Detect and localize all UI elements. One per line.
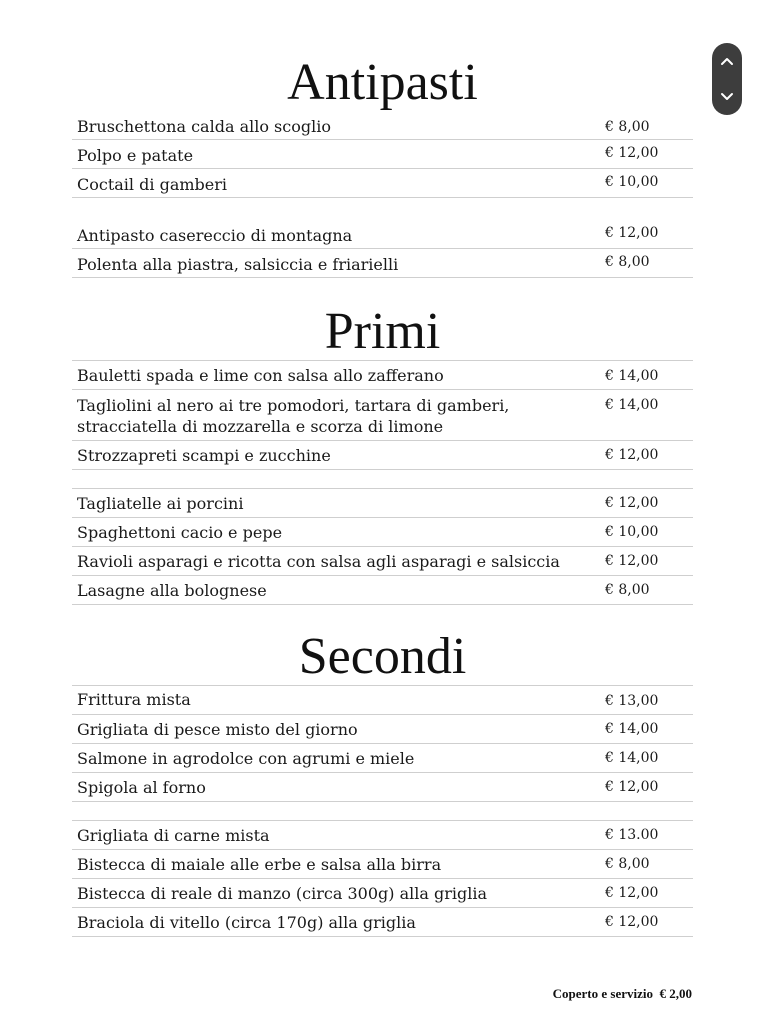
menu-item-name: Spaghettoni cacio e pepe xyxy=(77,523,283,542)
menu-item-name: Bruschettona calda allo scoglio xyxy=(77,117,331,136)
menu-item xyxy=(72,686,693,715)
menu-item-name: Tagliolini al nero ai tre pomodori, tartara di gamberi, stracciatella di mozzarella e scorza di limone xyxy=(77,396,510,436)
group-spacer xyxy=(72,470,693,489)
menu-item-price: € 12,00 xyxy=(605,885,659,901)
section-title-antipasti: Antipasti xyxy=(287,54,478,111)
section-title-primi: Primi xyxy=(324,303,441,360)
menu-item-price: € 12,00 xyxy=(605,914,659,930)
menu-item-name: Polpo e patate xyxy=(77,146,194,165)
menu-item-name: Coctail di gamberi xyxy=(77,175,227,194)
menu-item-name: Strozzapreti scampi e zucchine xyxy=(77,446,331,465)
menu-item-name: Antipasto casereccio di montagna xyxy=(77,226,353,245)
menu-item-price: € 14,00 xyxy=(605,368,659,384)
menu-item-price: € 14,00 xyxy=(605,750,659,766)
menu-list-primi xyxy=(72,360,693,605)
menu-item-name: Bistecca di maiale alle erbe e salsa alla birra xyxy=(77,855,442,874)
menu-item-price: € 12,00 xyxy=(605,553,659,569)
menu-item xyxy=(72,116,693,140)
chevron-down-icon xyxy=(720,92,734,102)
menu-item xyxy=(72,518,693,547)
menu-list-antipasti xyxy=(72,116,693,278)
scroll-control xyxy=(712,43,742,115)
menu-list-secondi xyxy=(72,685,693,937)
menu-item-price: € 8,00 xyxy=(605,856,650,872)
menu-item xyxy=(72,715,693,744)
section-title-secondi: Secondi xyxy=(298,628,467,685)
menu-item xyxy=(72,169,693,198)
menu-item-price: € 14,00 xyxy=(605,397,659,413)
cover-charge-price: € 2,00 xyxy=(659,986,692,1001)
menu-item xyxy=(72,908,693,937)
menu-item-price: € 12,00 xyxy=(605,225,659,241)
menu-item xyxy=(72,576,693,605)
scroll-up-button[interactable] xyxy=(712,43,742,79)
menu-item-price: € 8,00 xyxy=(605,582,650,598)
menu-item-price: € 10,00 xyxy=(605,174,659,190)
group-spacer xyxy=(72,802,693,821)
menu-item xyxy=(72,140,693,169)
menu-item-name: Bistecca di reale di manzo (circa 300g) alla griglia xyxy=(77,884,487,903)
menu-item-name: Lasagne alla bolognese xyxy=(77,581,267,600)
menu-item-name: Grigliata di carne mista xyxy=(77,826,270,845)
menu-item xyxy=(72,361,693,390)
menu-item-price: € 12,00 xyxy=(605,447,659,463)
menu-item-price: € 8,00 xyxy=(605,119,650,135)
menu-item-name: Bauletti spada e lime con salsa allo zafferano xyxy=(77,366,444,385)
menu-item-name: Braciola di vitello (circa 170g) alla griglia xyxy=(77,913,416,932)
menu-item xyxy=(72,489,693,518)
menu-item-price: € 13.00 xyxy=(605,827,659,843)
menu-item xyxy=(72,441,693,470)
menu-item-name: Spigola al forno xyxy=(77,778,206,797)
menu-item-price: € 14,00 xyxy=(605,721,659,737)
menu-item xyxy=(72,547,693,576)
menu-item xyxy=(72,850,693,879)
menu-item-price: € 12,00 xyxy=(605,145,659,161)
menu-item xyxy=(72,390,693,441)
group-spacer xyxy=(72,198,693,220)
menu-item xyxy=(72,773,693,802)
cover-charge-label: Coperto e servizio xyxy=(552,986,653,1001)
menu-item-name: Frittura mista xyxy=(77,690,191,709)
menu-item xyxy=(72,821,693,850)
menu-item-price: € 12,00 xyxy=(605,779,659,795)
menu-item-name: Tagliatelle ai porcini xyxy=(77,494,244,513)
scroll-down-button[interactable] xyxy=(712,79,742,115)
menu-item-price: € 12,00 xyxy=(605,495,659,511)
chevron-up-icon xyxy=(720,56,734,66)
menu-item-name: Ravioli asparagi e ricotta con salsa agli asparagi e salsiccia xyxy=(77,552,560,571)
menu-item xyxy=(72,220,693,249)
menu-item-name: Polenta alla piastra, salsiccia e friarielli xyxy=(77,255,399,274)
menu-item-name: Salmone in agrodolce con agrumi e miele xyxy=(77,749,415,768)
menu-item xyxy=(72,249,693,278)
menu-item-price: € 8,00 xyxy=(605,254,650,270)
menu-item-price: € 13,00 xyxy=(605,693,659,709)
cover-charge xyxy=(553,986,692,1002)
menu-item-name: Grigliata di pesce misto del giorno xyxy=(77,720,358,739)
menu-item xyxy=(72,744,693,773)
menu-item-price: € 10,00 xyxy=(605,524,659,540)
menu-item xyxy=(72,879,693,908)
